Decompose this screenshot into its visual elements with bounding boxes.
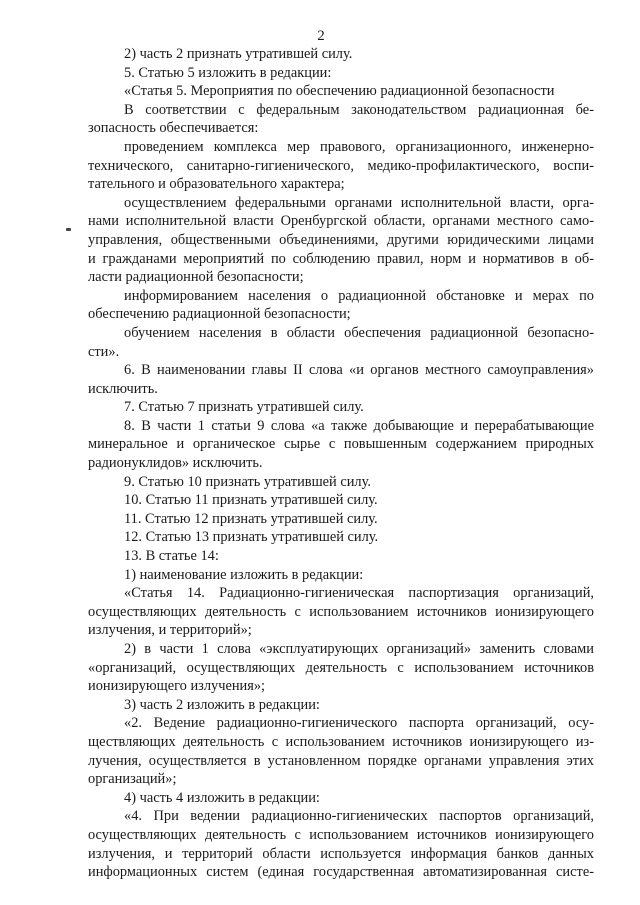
text-line: тательного и образовательного характера; (88, 176, 345, 193)
text-line: 7. Статью 7 признать утратившей силу. (124, 399, 364, 416)
text-line: ласти радиационной безопасности; (88, 269, 304, 286)
text-line: исключить. (88, 380, 158, 397)
text-line: 3) часть 2 изложить в редакции: (124, 696, 320, 713)
text-line: нами исполнительной власти Оренбургской области, органами местного само- (88, 213, 594, 230)
text-line: 2) часть 2 признать утратившей силу. (124, 46, 353, 62)
text-line: 4) часть 4 изложить в редакции: (124, 789, 320, 806)
text-line: осуществляющих деятельность с использованием источников ионизирующего (88, 826, 594, 843)
text-line: обеспечению радиационной безопасности; (88, 306, 351, 323)
text-line: сти». (88, 343, 120, 360)
text-line: «4. При ведении радиационно-гигиенических паспортов организаций, (124, 808, 594, 825)
text-line: информированием населения о радиационной обстановке и мерах по (124, 287, 594, 304)
text-line: В соответствии с федеральным законодательством радиационная бе- (124, 101, 594, 118)
text-line: 12. Статью 13 признать утратившей силу. (124, 529, 379, 546)
text-line: 10. Статью 11 признать утратившей силу. (124, 492, 378, 509)
text-line: 13. В статье 14: (124, 548, 219, 565)
text-line: 11. Статью 12 признать утратившей силу. (124, 510, 378, 527)
text-line: лучения, осуществляется в установленном порядке органами управления этих (88, 752, 594, 769)
margin-mark (66, 228, 71, 231)
text-line: «Статья 5. Мероприятия по обеспечению радиационной безопасности (124, 83, 555, 100)
page-number: 2 (317, 28, 325, 44)
text-line: ществляющих деятельность с использованием источников ионизирующего из- (88, 733, 594, 750)
text-line: 2) в части 1 слова «эксплуатирующих организаций» заменить словами (124, 641, 594, 657)
text-line: 5. Статью 5 изложить в редакции: (124, 64, 332, 81)
text-line: радионуклидов» исключить. (88, 455, 263, 472)
text-line: излучения, и территорий»; (88, 622, 252, 639)
text-line: технического, санитарно-гигиенического, медико-профилактического, воспи- (88, 157, 594, 174)
text-line: управления, общественными объединениями, другими юридическими лицами (88, 231, 594, 248)
text-line: 8. В части 1 статьи 9 слова «а также добывающие и перерабатывающие (124, 417, 594, 434)
text-line: информационных систем (единая государственная автоматизированная систе- (88, 864, 594, 881)
text-line: осуществляющих деятельность с использованием источников ионизирующего (88, 603, 594, 620)
text-line: «2. Ведение радиационно-гигиенического паспорта организаций, осу- (124, 715, 594, 732)
text-line: 6. В наименовании главы II слова «и органов местного самоуправления» (124, 362, 594, 379)
text-line: обучением населения в области обеспечения радиационной безопасно- (124, 324, 594, 341)
text-line: ионизирующего излучения»; (88, 678, 266, 695)
text-line: минеральное и органическое сырье с повышенным содержанием природных (88, 436, 594, 453)
text-line: организаций»; (88, 771, 177, 788)
text-line: зопасность обеспечивается: (88, 120, 259, 137)
text-line: 9. Статью 10 признать утратившей силу. (124, 473, 371, 490)
text-line: «Статья 14. Радиационно-гигиеническая паспортизация организаций, (124, 585, 594, 602)
text-line: и гражданами мероприятий по соблюдению правил, норм и нормативов в об- (88, 250, 594, 267)
text-line: «организаций, осуществляющих деятельность с использованием источников (88, 659, 594, 676)
document-body (88, 45, 594, 882)
text-line: осуществлением федеральными органами исполнительной власти, орга- (124, 194, 594, 211)
text-line: проведением комплекса мер правового, организационного, инженерно- (124, 138, 594, 155)
text-line: излучения, и территорий области используется информация банков данных (88, 845, 594, 862)
text-line: 1) наименование изложить в редакции: (124, 566, 364, 583)
